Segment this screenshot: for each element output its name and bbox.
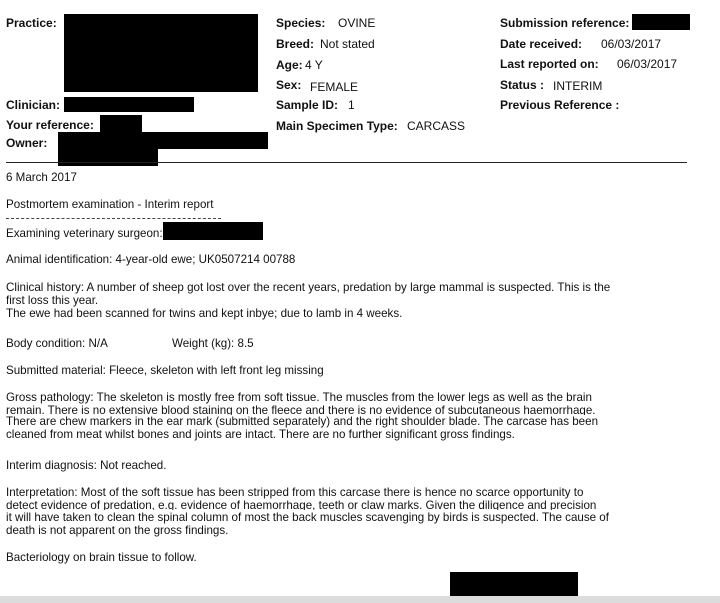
submitted-material: Submitted material: Fleece, skeleton with left front leg missing <box>6 364 324 377</box>
breed-value: Not stated <box>320 37 375 51</box>
interpretation-part-1: Interpretation: Most of the soft tissue has been stripped from this carcase there is hence no scarce opportunity to detect evidence of predation, e.g. evidence of haemorrhage, teeth or claw marks. Given the diligence and precision <box>6 486 597 510</box>
interim-diagnosis: Interim diagnosis: Not reached. <box>6 459 167 472</box>
owner-label: Owner: <box>6 136 48 150</box>
species-label: Species: <box>276 16 326 30</box>
sex-label: Sex: <box>276 78 302 92</box>
clinical-history-line-1: Clinical history: A number of sheep got lost over the recent years, predation by large mammal is suspected. This is the first loss this year. <box>6 281 611 307</box>
sex-value: FEMALE <box>310 80 359 94</box>
report-title: Postmortem examination - Interim report <box>6 198 214 211</box>
window-bottom-bar <box>0 596 720 603</box>
last-reported-label: Last reported on: <box>500 57 599 71</box>
last-reported-value: 06/03/2017 <box>617 57 678 71</box>
clinician-label: Clinician: <box>6 98 61 112</box>
redacted-practice <box>64 14 258 92</box>
weight: Weight (kg): 8.5 <box>172 337 254 350</box>
sample-id-value: 1 <box>348 98 355 112</box>
redacted-owner-b <box>58 148 158 166</box>
previous-reference-label: Previous Reference : <box>500 98 620 112</box>
redacted-vet-name <box>163 222 263 240</box>
sample-id-label: Sample ID: <box>276 98 339 112</box>
age-value: 4 Y <box>305 58 323 72</box>
main-specimen-label: Main Specimen Type: <box>276 119 398 133</box>
breed-label: Breed: <box>276 37 315 51</box>
body-condition: Body condition: N/A <box>6 337 108 350</box>
animal-identification: Animal identification: 4-year-old ewe; UK0507214 00788 <box>6 253 296 266</box>
interpretation-part-2: it will have taken to clean the spinal column of most the back muscles scavenging by birds is suspected. The cause of death is not apparent on the gross findings. <box>6 511 609 537</box>
examining-vet-label: Examining veterinary surgeon: <box>6 227 163 240</box>
submission-reference-label: Submission reference: <box>500 16 630 30</box>
redacted-owner-a <box>58 132 268 149</box>
title-underline <box>6 218 221 219</box>
status-label: Status : <box>500 78 545 92</box>
clinical-history <box>6 281 616 320</box>
clinical-history-line-2: The ewe had been scanned for twins and kept inbye; due to lamb in 4 weeks. <box>6 307 403 320</box>
date-received-label: Date received: <box>500 37 583 51</box>
redacted-signature <box>450 572 578 598</box>
redacted-submission-reference <box>632 14 690 30</box>
date-received-value: 06/03/2017 <box>601 37 662 51</box>
bacteriology-note: Bacteriology on brain tissue to follow. <box>6 551 197 564</box>
redacted-clinician <box>64 97 194 112</box>
your-reference-label: Your reference: <box>6 118 94 132</box>
practice-label: Practice: <box>6 16 57 30</box>
gross-pathology-part-1: Gross pathology: The skeleton is mostly free from soft tissue. The muscles from the lower legs as well as the brain remain. There is no extensive blood staining on the fleece and there is no evidence of subcutaneous haemorrhage. <box>6 391 596 415</box>
header-divider <box>6 162 687 163</box>
age-label: Age: <box>276 58 303 72</box>
main-specimen-value: CARCASS <box>407 119 466 133</box>
report-date: 6 March 2017 <box>6 171 77 184</box>
gross-pathology-part-2: There are chew markers in the ear mark (submitted separately) and the right shoulder blade. The carcase has been cleaned from meat whilst bones and joints are intact. There are no further significant gross findings. <box>6 415 599 441</box>
species-value: OVINE <box>338 16 376 30</box>
status-value: INTERIM <box>553 79 603 93</box>
